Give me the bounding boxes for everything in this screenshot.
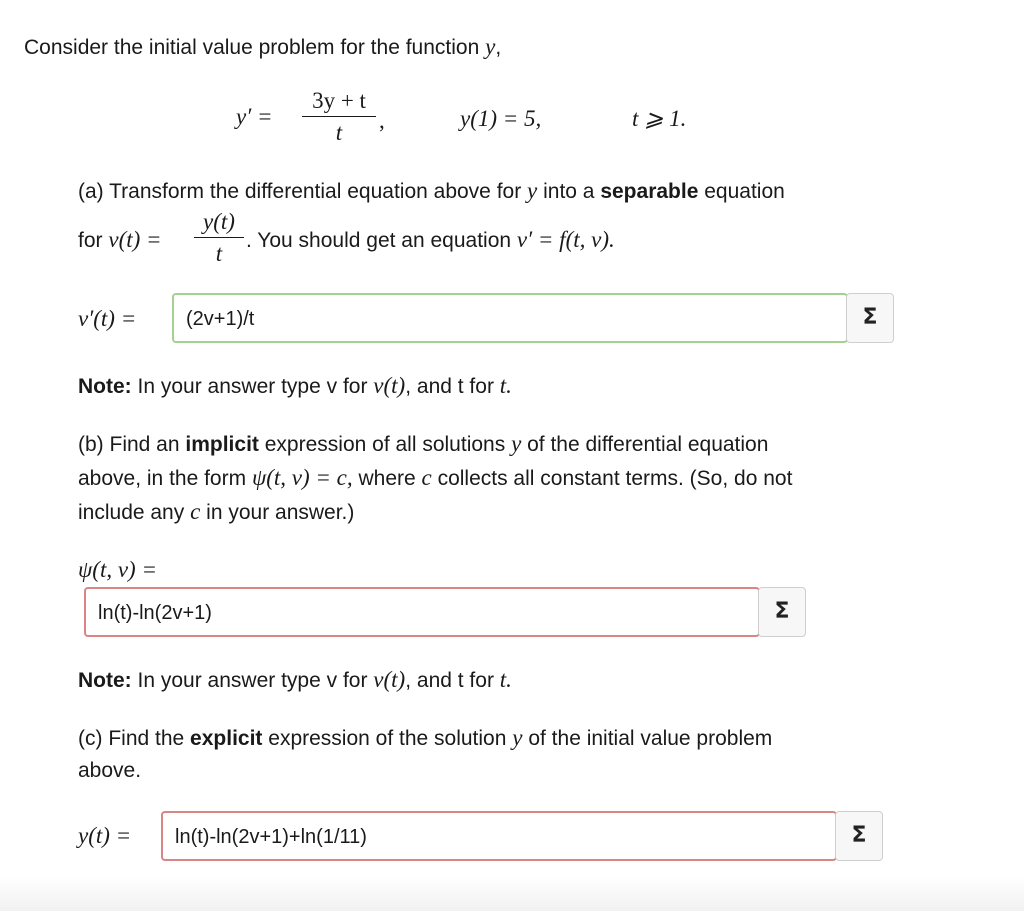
part-b-text-mid: expression of all solutions	[264, 433, 506, 456]
part-a-sigma-button[interactable]: Σ	[846, 293, 894, 343]
ivp-domain: t ⩾ 1.	[632, 106, 687, 131]
part-b-var-c2: c	[190, 499, 201, 524]
intro-comma: ,	[495, 36, 502, 59]
part-a-answer-label: v′(t) =	[78, 306, 137, 331]
part-b-psi-form: ψ(t, v) = c,	[251, 465, 353, 490]
ivp-numerator: 3y + t	[312, 88, 366, 113]
part-c-answer-input[interactable]: ln(t)-ln(2v+1)+ln(1/11)	[161, 811, 837, 861]
ivp-initial-condition: y(1) = 5,	[460, 106, 542, 131]
part-b-sigma-button[interactable]: Σ	[758, 587, 806, 637]
note-label: Note:	[78, 375, 132, 398]
part-b-text2-suffix: collects all constant terms. (So, do not	[437, 467, 793, 490]
part-c-text-mid: expression of the solution	[268, 727, 507, 750]
note-text2: , and t for	[405, 669, 494, 692]
part-c-prompt-line2: above.	[78, 759, 142, 782]
part-a-v-def: v(t) =	[108, 227, 162, 252]
part-a-frac-den: t	[215, 241, 223, 267]
part-c-var-y: y	[512, 725, 523, 750]
intro-line	[24, 34, 501, 60]
part-b-prompt-line3	[78, 499, 354, 525]
note-math-t: t.	[499, 373, 512, 398]
part-b-text-suffix: of the differential equation	[527, 433, 769, 456]
ivp-denominator: t	[335, 120, 343, 146]
part-b-var-c: c	[421, 465, 432, 490]
part-a-prompt-line2-rest	[246, 227, 615, 253]
part-a-frac-bar	[194, 237, 244, 238]
page-bottom-edge	[0, 877, 1024, 911]
ivp-fraction	[302, 88, 376, 146]
part-a-prompt-line2-prefix	[78, 227, 162, 253]
part-b-where: where	[358, 467, 416, 490]
note-math-vt: v(t)	[373, 667, 406, 692]
part-b-text: (b) Find an	[78, 433, 180, 456]
part-c-answer-label: y(t) =	[78, 823, 132, 848]
part-a-prompt-line1	[78, 178, 785, 204]
ivp-fraction-bar	[302, 116, 376, 117]
ivp-trail-comma: ,	[379, 108, 385, 133]
part-a-for: for	[78, 229, 103, 252]
part-a-text-suffix: equation	[704, 180, 785, 203]
part-b-var-y: y	[511, 431, 522, 456]
part-b-text2: above, in the form	[78, 467, 247, 490]
part-a-note	[78, 373, 512, 399]
note-math-t: t.	[499, 667, 512, 692]
part-c-text: (c) Find the	[78, 727, 185, 750]
part-b-answer-input[interactable]: ln(t)-ln(2v+1)	[84, 587, 760, 637]
part-a-bold-separable: separable	[600, 180, 699, 203]
ivp-lhs: y′ =	[236, 104, 273, 129]
part-a-var-y: y	[527, 178, 538, 203]
part-c-prompt-line1	[78, 725, 772, 751]
part-a-eq: v′ = f(t, v).	[516, 227, 615, 252]
note-math-vt: v(t)	[373, 373, 406, 398]
part-a-text2: . You should get an equation	[246, 229, 512, 252]
note-text: In your answer type v for	[137, 375, 368, 398]
part-b-text3-suffix: in your answer.)	[206, 501, 355, 524]
note-text: In your answer type v for	[137, 669, 368, 692]
part-a-answer-input[interactable]: (2v+1)/t	[172, 293, 848, 343]
note-text2: , and t for	[405, 375, 494, 398]
part-b-answer-label: ψ(t, v) =	[78, 557, 157, 582]
intro-var: y	[485, 34, 496, 59]
part-b-prompt-line2	[78, 465, 792, 491]
note-label: Note:	[78, 669, 132, 692]
part-a-frac-num: y(t)	[203, 209, 235, 234]
part-c-bold-explicit: explicit	[190, 727, 263, 750]
part-b-prompt-line1	[78, 431, 768, 457]
part-c-sigma-button[interactable]: Σ	[835, 811, 883, 861]
part-c-text-suffix: of the initial value problem	[528, 727, 773, 750]
part-b-bold-implicit: implicit	[185, 433, 259, 456]
part-b-text3: include any	[78, 501, 185, 524]
intro-text: Consider the initial value problem for the function	[24, 36, 480, 59]
part-a-fraction	[194, 209, 244, 267]
part-a-text-mid: into a	[543, 180, 595, 203]
part-a-text: (a) Transform the differential equation above for	[78, 180, 522, 203]
part-b-note	[78, 667, 512, 693]
